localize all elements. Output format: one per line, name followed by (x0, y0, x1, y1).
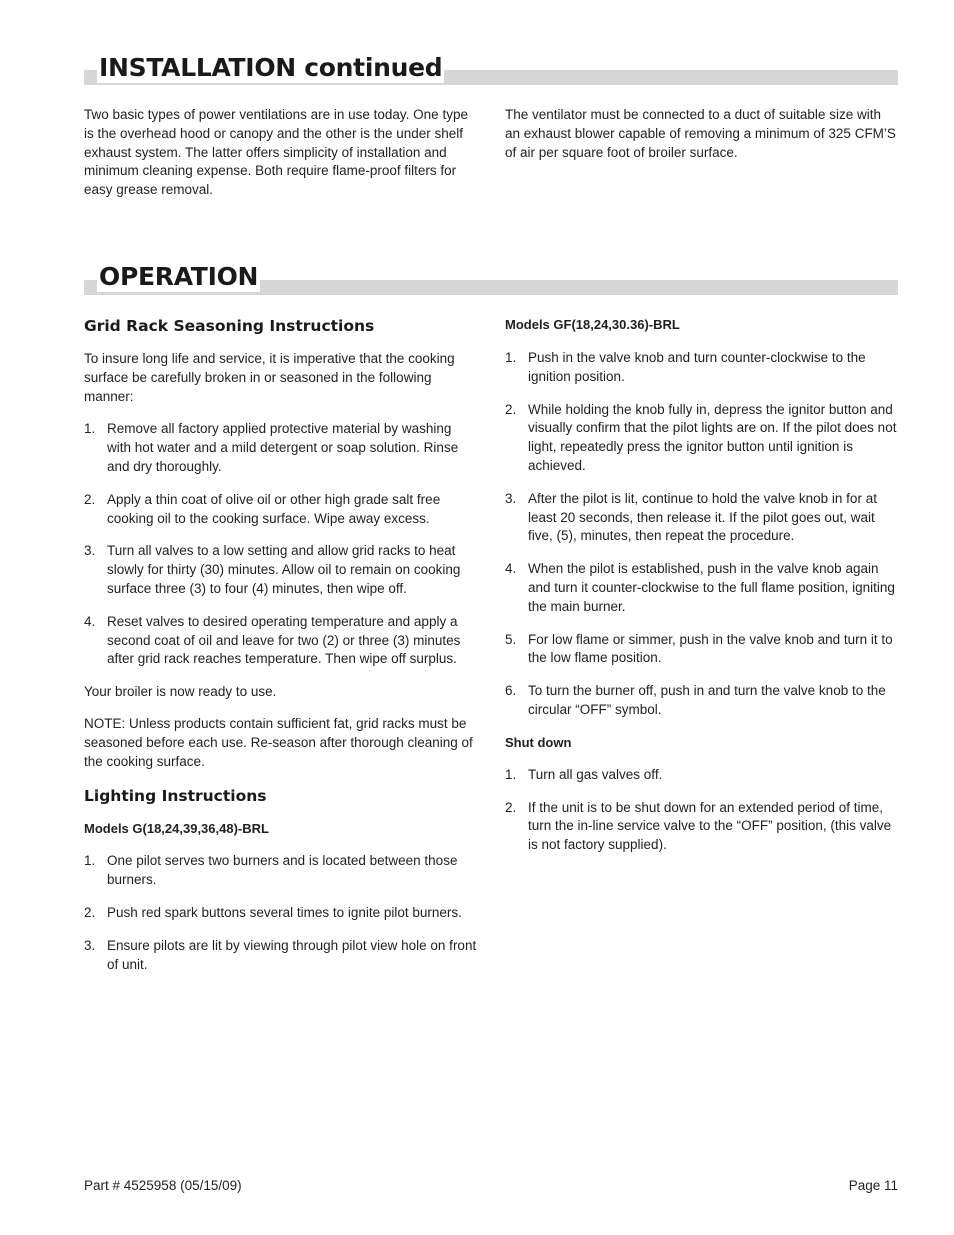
step-text: When the pilot is established, push in the valve knob again and turn it counter-clockwise to the full flame position, igniting the main burner. (528, 561, 895, 614)
operation-section-title: OPERATION (99, 262, 259, 291)
step-text: For low flame or simmer, push in the valve knob and turn it to the low flame position. (528, 631, 893, 666)
list-item (84, 420, 479, 476)
list-item (84, 542, 479, 598)
step-text: Apply a thin coat of olive oil or other high grade salt free cooking oil to the cooking surface. Wipe away excess. (107, 491, 441, 526)
step-text: Turn all valves to a low setting and allow grid racks to heat slowly for thirty (30) minutes. Allow oil to remain on cooking surface three (3) to four (4) minutes, then wipe off. (107, 543, 461, 596)
step-text: If the unit is to be shut down for an extended period of time, turn the in-line service valve to the “OFF” position, (this valve is not factory supplied). (528, 799, 892, 853)
step-text: Push in the valve knob and turn counter-clockwise to the ignition position. (528, 350, 866, 384)
step-text: Ensure pilots are lit by viewing through pilot view hole on front of unit. (107, 937, 477, 972)
list-item (505, 560, 899, 616)
step-number: 3. (84, 543, 96, 559)
list-item (84, 937, 479, 975)
part-number: Part # 4525958 (05/15/09) (84, 1178, 242, 1193)
installation-right-column (505, 106, 899, 162)
list-item (505, 349, 899, 387)
list-item (505, 631, 899, 669)
installation-section-title: INSTALLATION continued (99, 53, 443, 82)
shutdown-heading: Shut down (505, 734, 572, 750)
list-item (84, 613, 479, 669)
step-number: 1. (84, 421, 96, 437)
grid-rack-intro: To insure long life and service, it is imperative that the cooking surface be carefully broken in or seasoned in the following manner: (84, 351, 455, 404)
list-item (505, 799, 899, 855)
step-number: 2. (505, 799, 517, 815)
list-item (505, 766, 899, 785)
list-item (84, 852, 479, 890)
step-text: While holding the knob fully in, depress the ignitor button and visually confirm that the pilot lights are on. If the pilot does not light, repeatedly press the ignitor button until ignition is achieved. (528, 401, 897, 473)
page-number: Page 11 (848, 1178, 898, 1193)
models-gf-steps-list (505, 349, 899, 720)
step-number: 2. (505, 401, 517, 417)
broiler-ready-text: Your broiler is now ready to use. (84, 684, 277, 700)
step-number: 3. (84, 937, 96, 953)
grid-rack-steps-list (84, 420, 479, 669)
grid-rack-heading: Grid Rack Seasoning Instructions (84, 317, 375, 335)
step-number: 4. (505, 561, 517, 577)
step-text: Push red spark buttons several times to ignite pilot burners. (107, 904, 462, 920)
list-item (505, 401, 899, 476)
operation-right-column (505, 316, 899, 855)
list-item (84, 904, 479, 923)
installation-left-paragraph: Two basic types of power ventilations are in use today. One type is the overhead hood or canopy and the other is the under shelf exhaust system. The latter offers simplicity of installation and minimum cleaning expense. Both require flame-proof filters for easy grease removal. (84, 107, 468, 198)
installation-left-column (84, 106, 479, 200)
operation-left-column (84, 316, 479, 974)
step-text: To turn the burner off, push in and turn the valve knob to the circular “OFF” symbol. (528, 683, 886, 717)
shutdown-steps-list (505, 766, 899, 855)
step-number: 3. (505, 490, 517, 506)
step-number: 1. (505, 350, 517, 365)
step-text: One pilot serves two burners and is located between those burners. (107, 853, 458, 888)
step-number: 6. (505, 683, 517, 699)
models-g-heading: Models G(18,24,39,36,48)-BRL (84, 821, 269, 837)
step-text: After the pilot is lit, continue to hold the valve knob in for at least 20 seconds, then release it. If the pilot goes out, wait five, (5), minutes, then repeat the procedure. (528, 490, 877, 544)
installation-right-paragraph: The ventilator must be connected to a duct of suitable size with an exhaust blower capable of removing a minimum of 325 CFM’S of air per square foot of broiler surface. (505, 107, 896, 160)
step-number: 1. (84, 853, 96, 869)
lighting-heading: Lighting Instructions (84, 787, 267, 806)
step-number: 1. (505, 766, 517, 782)
models-gf-heading: Models GF(18,24,30.36)-BRL (505, 317, 680, 332)
step-number: 5. (505, 631, 517, 647)
step-text: Turn all gas valves off. (528, 766, 663, 782)
step-number: 2. (84, 491, 96, 507)
models-g-steps-list (84, 852, 479, 974)
list-item (505, 490, 899, 546)
step-text: Remove all factory applied protective material by washing with hot water and a mild detergent or soap solution. Rinse and dry thoroughly. (107, 421, 459, 474)
list-item (505, 682, 899, 720)
step-number: 4. (84, 613, 96, 629)
step-text: Reset valves to desired operating temperature and apply a second coat of oil and leave for two (2) or three (3) minutes after grid rack reaches temperature. Then wipe off surplus. (107, 613, 461, 667)
list-item (84, 491, 479, 529)
step-number: 2. (84, 904, 96, 920)
seasoning-note: NOTE: Unless products contain sufficient fat, grid racks must be seasoned before each use. Re-season after thorough cleaning of the cooking surface. (84, 715, 473, 769)
